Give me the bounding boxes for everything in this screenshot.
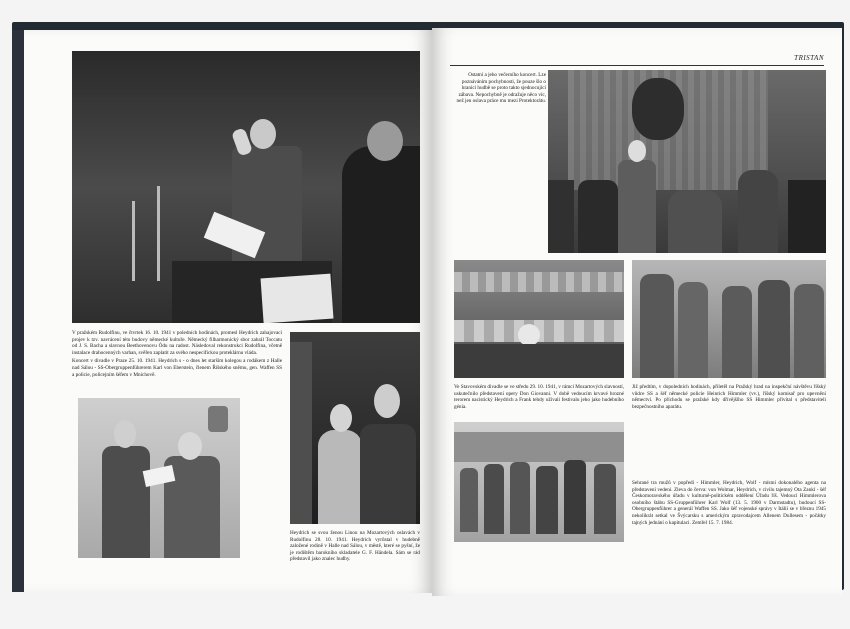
header-rule-right — [450, 65, 824, 66]
running-head: TRISTAN — [794, 54, 824, 62]
caption-rudolfinum — [72, 330, 282, 380]
photo-heydrich-speech — [72, 51, 420, 323]
photo-theatre-interior — [454, 260, 624, 378]
caption-top-right: Ostatní a jeho večerního koncert. Lze poznáváním pochybnosti, že pouze šlo o hranici hudbě se proto takto sjednocující zábava. Nepochybně je odražuje něco víc, než jen oslava práce mu mezi Protektorátu. — [456, 72, 546, 105]
caption-stavovske: Ve Stavovském divadle se ve středu 29. 10. 1941, v rámci Mozartových slavností, uskutečnilo představení opery Don Giovanni. V době vedoucím krvavé hrozné terorem nacistický Heydrich a Frank tehdy užívali festivalu jeho jako hudebního génia. — [454, 384, 625, 410]
left-page — [24, 30, 432, 593]
caption-rudolfinum-1: V pražském Rudolfinu, ve čtvrtek 16. 10. 1941 v poledních hodinách, promesl Heydrich zahajovací projev k tzv. navrácení této budovy německé kultuře. Německý filharmonický sbor zahrál Toccatu od J. S. Bacha a slavnou Beethovenovu Ódu na radost. Následoval rekonstrukci Rudolfina, včetně instalace drahocenných varhan, svěřen zaplatit za svého nespecifickou proteklárnu vláda. — [72, 330, 282, 356]
caption-bottom-right: Sehrané tra mužů v popředí - Himmler, Heydrich, Wolf - místní dokonalého agenta na představení vedení. Zleva do červa: von Wolmar, Heydrich, v civilu tajemný Ota Zankl - šéf Českomoravského úřadu v kulturně-politickém oddělení Úřadu říš. Vedoucí Himmlerova osobního štábu SS-Gruppenführer Karl Wolf (13. 5. 1900 v Darmstadtu), budoucí SS-Obergruppenführer a generál Waffen SS. Jako šéf vojenské správy v Itálii se v březnu 1945 nekolikrát setkal ve Švýcarsku s americkým zpravodajcem Allenem Dullesem - počátky tajných jednání o kapitulaci. Zemřel 15. 7. 1984. — [632, 480, 826, 526]
photo-himmler-arrival — [632, 260, 826, 378]
caption-rudolfinum-2: Koncert v divadle v Praze 25. 10. 1941. Heydrich s - o dnes let starším kolegou a rodákem z Halle nad Sálou - SS-Obergruppenführerem Karl von Eberstein, členem Říšského sněmu, gen. Waffen SS a policie, policejním šéfem v Mnichově. — [72, 358, 282, 378]
caption-heydrich-wife: Heydrich se svou ženou Linou na Mozartových oslavách v Rudolfinu 28. 10. 1941. Heydrich vyrůstal v hudebně založené rodině v Halle nad Sálou, v městě, které se pyšní, že je rodištěm barokního skladatele G. F. Händela. Sám se rád představil jako znalec hudby. — [290, 530, 420, 563]
right-page — [432, 28, 842, 596]
photo-two-officers — [78, 398, 240, 558]
caption-prague-visit: Již předtím, v dopoledních hodinách, přiletěl na Pražský hrad na inspekční návštěvu říšský vůdce SS a šéf německé policie Heinrich Himmler (vv.), říšský komisař pro upevnění němectví. Po příchodu se pražské kdy dřívějšího SS Himmler přivítal s představiteli bezpečnostního aparátu. — [632, 384, 826, 410]
photo-castle-group — [454, 422, 624, 542]
photo-heydrich-wife — [290, 332, 420, 524]
book-edge — [12, 30, 24, 592]
photo-reception-bust — [548, 70, 826, 253]
